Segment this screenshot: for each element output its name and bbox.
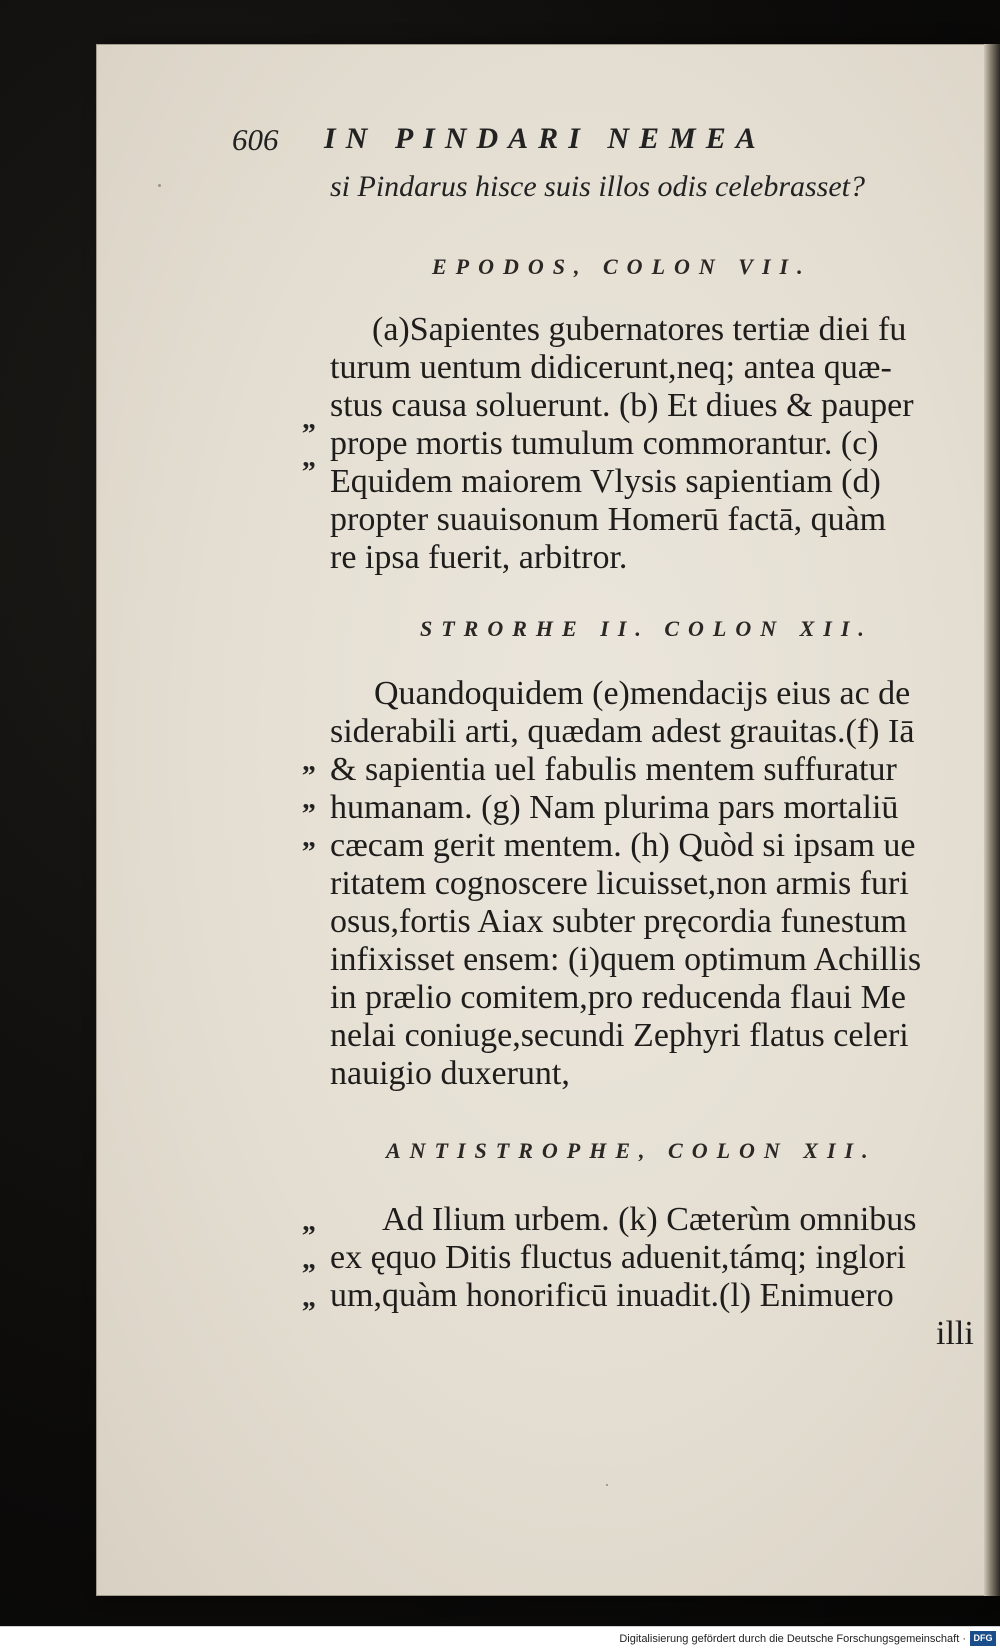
quotation-mark: „ <box>302 442 314 473</box>
paper-spot <box>158 184 161 187</box>
quotation-mark: „ <box>302 1206 314 1237</box>
section-heading: EPODOS, COLON VII. <box>432 254 812 279</box>
text-line: & sapientia uel fabulis mentem suffuratur <box>330 751 897 788</box>
text-line: cæcam gerit mentem. (h) Quòd si ipsam ue <box>330 827 916 864</box>
text-line: ritatem cognoscere licuisset,non armis furi <box>330 865 909 902</box>
quotation-mark: „ <box>302 822 314 853</box>
quotation-mark: „ <box>302 1244 314 1275</box>
paper-spot <box>606 1484 608 1486</box>
text-line: infixisset ensem: (i)quem optimum Achillis <box>330 941 922 978</box>
text-line: in prælio comitem,pro reducenda flaui Me <box>330 979 906 1016</box>
page-header <box>232 122 902 162</box>
text-line: siderabili arti, quædam adest grauitas.(f) Iā <box>330 713 915 750</box>
quotation-mark: „ <box>302 404 314 435</box>
text-line: osus,fortis Aiax subter pręcordia funestum <box>330 903 907 940</box>
text-line: Quandoquidem (e)mendacijs eius ac de <box>374 675 911 712</box>
section-heading: ANTISTROPHE, COLON XII. <box>386 1138 877 1163</box>
footer-credit: Digitalisierung gefördert durch die Deutsche Forschungsgemeinschaft · <box>619 1633 966 1645</box>
quotation-mark: „ <box>302 784 314 815</box>
running-title: IN PINDARI NEMEA <box>324 122 766 155</box>
text-line: stus causa soluerunt. (b) Et diues & pauper <box>330 387 914 424</box>
text-line: turum uentum didicerunt,neq; antea quæ- <box>330 349 892 386</box>
text-line: humanam. (g) Nam plurima pars mortaliū <box>330 789 899 826</box>
intro-line: si Pindarus hisce suis illos odis celebrasset? <box>330 170 865 203</box>
dfg-logo: DFG <box>970 1631 996 1646</box>
text-line: nelai coniuge,secundi Zephyri flatus celeri <box>330 1017 909 1054</box>
text-line: Ad Ilium urbem. (k) Cæterùm omnibus <box>382 1201 917 1238</box>
text-line: prope mortis tumulum commorantur. (c) <box>330 425 879 462</box>
text-line: (a)Sapientes gubernatores tertiæ diei fu <box>372 311 907 348</box>
text-line: um,quàm honorificū inuadit.(l) Enimuero <box>330 1277 894 1314</box>
page-number: 606 <box>232 122 279 157</box>
text-line: propter suauisonum Homerū factā, quàm <box>330 501 887 538</box>
quotation-mark: „ <box>302 746 314 777</box>
text-line: ex ęquo Ditis fluctus aduenit,támq; inglori <box>330 1239 907 1276</box>
footer-bar <box>0 1626 1000 1650</box>
quotation-mark: „ <box>302 1282 314 1313</box>
catchword: illi <box>936 1315 974 1352</box>
text-line: re ipsa fuerit, arbitror. <box>330 539 628 576</box>
text-line: nauigio duxerunt, <box>330 1055 570 1092</box>
text-line: Equidem maiorem Vlysis sapientiam (d) <box>330 463 881 500</box>
section-heading: STRORHE II. COLON XII. <box>420 616 873 641</box>
